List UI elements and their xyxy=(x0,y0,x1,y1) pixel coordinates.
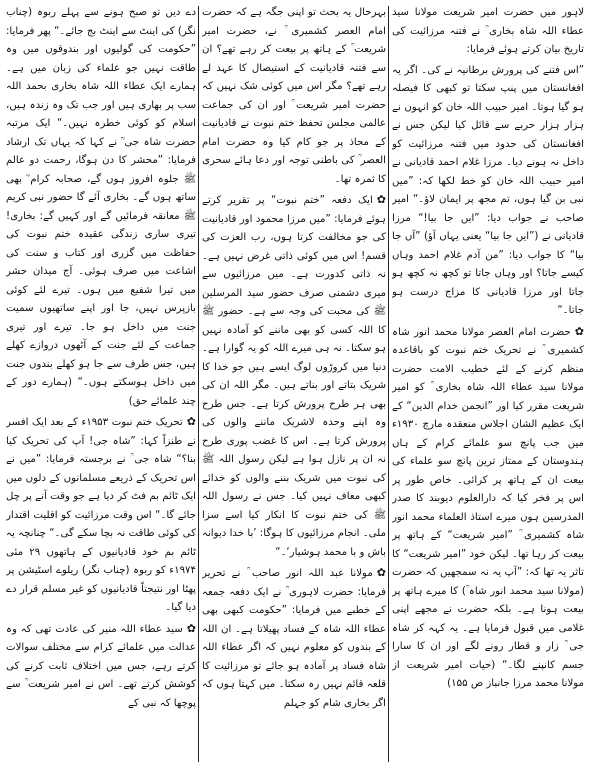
section-paragraph xyxy=(6,620,196,714)
star-flower-icon: ✿ xyxy=(376,193,386,206)
paragraph: دے دیں تو صبح ہونے سے پہلے ربوہ (چناب نگر) کی اینٹ سے اینٹ بج جائے۔“ پھر فرمایا: ”حکومت کی گولیوں اور بندوقوں میں وہ طاقت نہیں جو علماء کی زبان میں ہے۔ ہمارے ایک عطاء اللہ شاہ بخاری بحمد اللہ سب پر بھاری ہیں اور جب تک وہ زندہ ہیں، اسلام کو کوئی خطرہ نہیں۔“ ایک مرتبہ حضرت شاہ جی ؒ نے کہا کہ یہاں تک ارشاد فرمایا: ”محشر کا دن ہوگا، رحمت دو عالم ﷺ جلوہ افروز ہوں گے، صحابہ کرام ؓ بھی ساتھ ہوں گے۔ بخاری آئے گا حضور نبی کریم ﷺ معانقہ فرمائیں گے اور کہیں گے: بخاری! تیری ساری زندگی عقیدہ ختم نبوت کی حفاظت میں گزری اور کتاب و سنت کی اشاعت میں صرف ہوئی۔ آج میدان حشر میں تیرا شفیع میں ہوں۔ تیرے لئے کوئی بازپرس نہیں، جا اور اپنے ساتھیوں سمیت جنت میں داخل ہو جا۔ تیرے اور تیری جماعت کے لئے جنت کے آٹھوں دروازے کھلے ہیں، جس طرف سے جا ہو کھلے بندوں جنت میں داخل ہوسکتے ہوں۔“ (ہمارے دور کے چند علمائے حق) xyxy=(6,7,196,407)
star-flower-icon: ✿ xyxy=(186,621,196,635)
column-divider xyxy=(388,6,389,762)
star-flower-icon: ✿ xyxy=(574,324,584,338)
paragraph: لاہور میں حضرت امیر شریعت مولانا سید عطاء اللہ شاہ بخاری ؒ نے فتنہ مرزائیت کی تاریخ بیان کرتے ہوئے فرمایا: xyxy=(392,7,584,55)
section-paragraph xyxy=(6,413,196,618)
paragraph-text: سید عطاء اللہ منیر کی عادت تھی کہ وہ عدالت میں علمائے کرام سے مختلف سوالات کرتے رہے، جس میں اختلاف ثابت کرنے کی کوشش کرتے تھے۔ اس نے امیر شریعت ؒ سے پوچھا کہ نبی کے xyxy=(6,623,196,709)
paragraph: بہرحال یہ بحث تو اپنی جگہ ہے کہ حضرت امام العصر کشمیری ؒ نے، حضرت امیر شریعت ؒ کے ہاتھ پر بیعت کر رہے تھے؟ ان سے فتنہ قادیانیت کے استیصال کا عہد لے رہے تھے؟ مگر اس میں کوئی شک نہیں کہ حضرت امیر شریعت ؒ اور ان کی جماعت عالمی مجلس تحفظ ختم نبوت نے قادیانیت کے محاذ پر جو کام کیا وہ حضرت امام العصر ؒ کی باطنی توجہ اور دعا ہائے سحری کا ثمرہ تھا۔ xyxy=(202,7,386,185)
paragraph-text: مولانا عبد اللہ انور صاحب ؒ نے تحریر فرمایا: حضرت لاہوری ؒ نے ایک دفعہ جمعہ کے خطبے میں فرمایا: ”حکومت کبھی بھی عطاء اللہ شاہ کے فساد پھیلاتا ہے۔ ان اللہ کے بندوں کو معلوم نہیں کہ اگر عطاء اللہ شاہ فساد پر آمادہ ہو جائے تو مرزائیت کا قلعہ قائم نہیں رہ سکتا۔ میں کہتا ہوں کہ اگر بخاری شام کو جہلم xyxy=(202,568,386,709)
newspaper-page xyxy=(6,4,584,764)
paragraph-text: ایک دفعہ ”ختم نبوت“ پر تقریر کرتے ہوئے فرمایا: ”میں مرزا محمود اور قادیانیت کی جو مخالفت کرتا ہوں، رب العزت کی قسم! اس میں کوئی ذاتی غرض نہیں ہے۔ نہ ذاتی کدورت ہے۔ میں مرزائیوں سے میری دشمنی صرف حضور سید المرسلین ﷺ کی محبت کی وجہ سے ہے۔ حضور ﷺ کا اللہ کسی کو بھی ماننے کو آمادہ نہیں ہو سکتا۔ نہ ہی میرے اللہ کو یہ گوارا ہے۔ دنیا میں کروڑوں لوگ ایسے ہیں جو خدا کا شریک بتاتے اور بناتے ہیں۔ مگر اللہ ان کی بھی ہر طرح پرورش کرتا ہے۔ جس طرح وہ اپنے وحدہ لاشریک ماننے والوں کی پرورش کرتا ہے۔ اس کا غضب پوری طرح نہ ان پر نازل ہوا ہے لیکن رسول اللہ ﷺ کی نبوت میں شریک بننے والوں کو خدائے کبھی معاف نہیں کیا۔ جس نے رسول اللہ ﷺ کی ختم نبوت کا انکار کیا اسے سزا ملی۔ انجام مرزائیوں کا ہوگا: ’با خدا دیوانہ باش و با محمد ہوشیار‘۔“ xyxy=(202,195,386,558)
paragraph: ”اس فتنے کی پرورش برطانیہ نے کی۔ اگر یہ افغانستان میں پنپ سکتا تو کبھی کا فیصلہ ہو گیا ہوتا۔ امیر حبیب اللہ خان کو انہوں نے ہزار ہزار حربے سے قائل کیا لیکن جس نے افغانستان کی حدود میں فتنہ مرزائیت کو داخل نہ ہونے دیا۔ مرزا غلام احمد قادیانی نے امیر حبیب اللہ خان کو خط لکھا کہ: ”میں نبی بن گیا ہوں، تم مجھ پر ایمان لاؤ۔“ امیر صاحب نے جواب دیا: ”ایں جا بیا!“ مرزا قادیانی نے (”ایں جا بیا“ یعنی یہاں آؤ) ”آں جا بیا“ کا جواب دیا: ”من آدم غلام احمد وہاں کیسے جاتا؟ اور وہاں جاتا تو کچھ نہ کچھ ہو جاتا اور مرزا قادیانی کا مزاج درست ہو جاتا۔“ xyxy=(392,64,584,316)
section-paragraph xyxy=(392,323,584,694)
star-flower-icon: ✿ xyxy=(376,566,386,579)
paragraph-text: تحریک ختم نبوت ۱۹۵۳ء کے بعد ایک افسر نے طنزاً کہا: ”شاہ جی! آپ کی تحریک کیا بنا؟“ شاہ جی ؒ نے برجستہ فرمایا: ”میں نے اس تحریک کے ذریعے مسلمانوں کے دلوں میں ایک ٹائم بم فٹ کر دیا ہے جو وقت آنے پر چل جائے گا۔“ اس وقت مرزائیت کو اقلیت اقتدار کی کوئی طاقت نہ بچا سکے گی۔“ چنانچہ یہ ٹائم بم خود قادیانیوں کے ہاتھوں ۲۹ مئی ۱۹۷۴ء کو ربوہ (چناب نگر) ریلوے اسٹیشن پر پھٹا اور نتیجتاً قادیانیوں کو غیر مسلم قرار دے دیا گیا۔ xyxy=(6,417,196,613)
right-column xyxy=(392,4,584,764)
paragraph-text: حضرت امام العصر مولانا محمد انور شاہ کشمیری ؒ نے تحریک ختم نبوت کو باقاعدہ منظم کرنے کے لئے خطیب الامت حضرت مولانا سید عطاء اللہ شاہ بخاری ؒ کو امیر شریعت مقرر کیا اور ”انجمن خدام الدین“ کے ایک عظیم الشان اجلاس منعقدہ مارچ ۱۹۳۰ء میں جب پانچ سو علمائے کرام کے ہاں ہندوستان کے ممتاز ترین پانچ سو علماء کی بیعت ان کے ہاتھ پر کرائی۔ خاص طور پر اس پر فخر کیا کہ دارالعلوم دیوبند کا صدر المدرسین ہوں میرے استاذ العلماء محمد انور شاہ کشمیری ؒ ”امیر شریعت“ کے ہاتھ پر بیعت کر رہا تھا۔ لیکن خود ”امیر شریعت“ کا تاثر یہ تھا کہ: ”آپ یہ نہ سمجھیں کہ حضرت (مولانا سید محمد انور شاہ ؒ) کا میرے ہاتھ پر بیعت ہونا ہے۔ بلکہ حضرت نے مجھے اپنی غلامی میں قبول فرمایا ہے۔ یہ کہہ کر شاہ جی ؒ زار و قطار رونے لگے اور ان کا سارا جسم کانپنے لگا۔“ (حیات امیر شریعت از مولانا محمد مرزا جانباز ص ۱۵۵) xyxy=(392,326,584,689)
section-paragraph xyxy=(202,564,386,713)
left-column xyxy=(6,4,196,764)
middle-column xyxy=(202,4,386,764)
column-divider xyxy=(198,6,199,762)
section-paragraph xyxy=(202,191,386,562)
star-flower-icon: ✿ xyxy=(186,415,196,428)
